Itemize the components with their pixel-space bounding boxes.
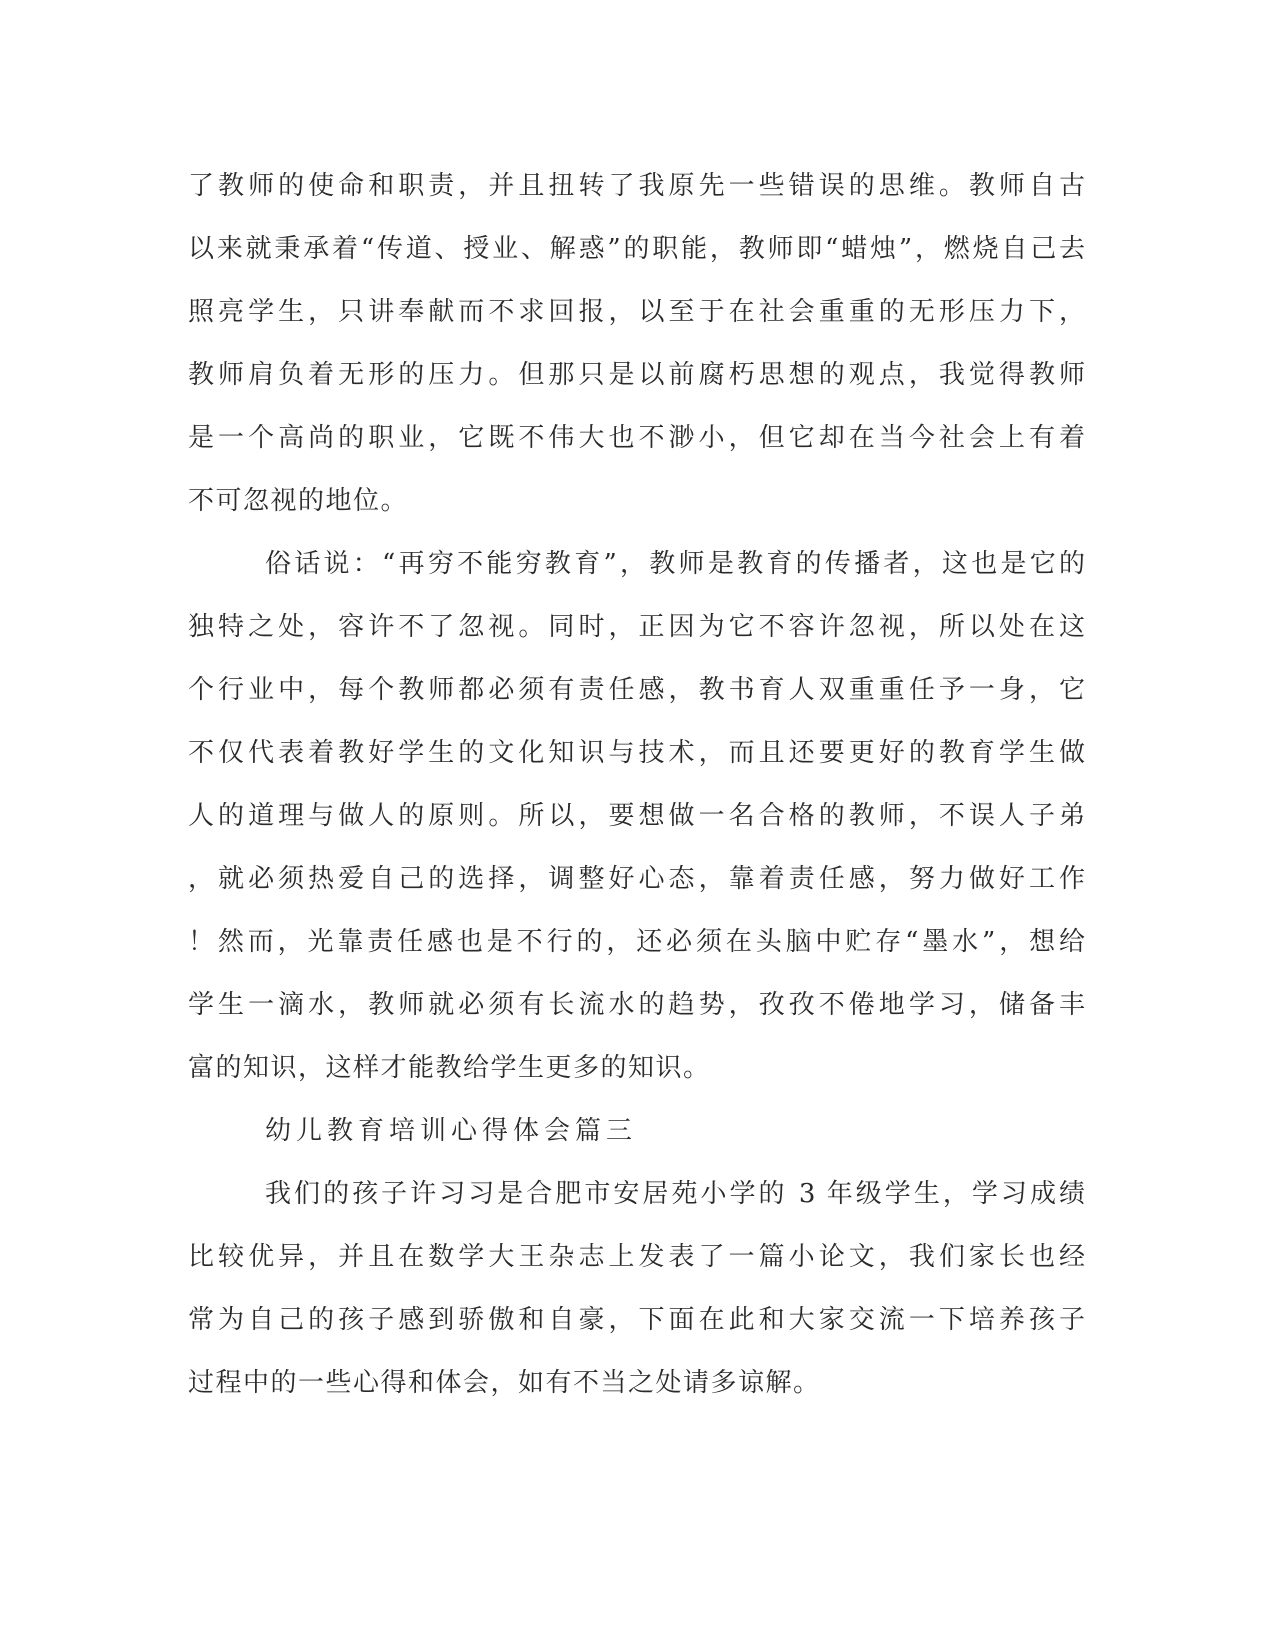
text-line: 比较优异，并且在数学大王杂志上发表了一篇小论文，我们家长也经 (188, 1242, 1085, 1272)
section-heading (188, 1100, 1085, 1163)
text-line: 富的知识，这样才能教给学生更多的知识。 (188, 1053, 711, 1083)
text-line: 常为自己的孩子感到骄傲和自豪，下面在此和大家交流一下培养孩子 (188, 1305, 1085, 1335)
document-text-content (188, 155, 1085, 1415)
text-line: 学生一滴水，教师就必须有长流水的趋势，孜孜不倦地学习，储备丰 (188, 990, 1085, 1020)
text-line: ！然而，光靠责任感也是不行的，还必须在头脑中贮存“墨水”，想给 (188, 927, 1085, 957)
text-line: ，就必须热爱自己的选择，调整好心态，靠着责任感，努力做好工作 (188, 864, 1085, 894)
text-line: 是一个高尚的职业，它既不伟大也不渺小，但它却在当今社会上有着 (188, 423, 1085, 453)
text-line: 独特之处，容许不了忽视。同时，正因为它不容许忽视，所以处在这 (188, 612, 1085, 642)
paragraph (188, 1163, 1085, 1415)
text-line: 了教师的使命和职责，并且扭转了我原先一些错误的思维。教师自古 (188, 171, 1085, 201)
paragraph (188, 155, 1085, 533)
text-line: 个行业中，每个教师都必须有责任感，教书育人双重重任予一身，它 (188, 675, 1085, 705)
text-line: 俗话说：“再穷不能穷教育”，教师是教育的传播者，这也是它的 (265, 549, 1085, 579)
text-line: 人的道理与做人的原则。所以，要想做一名合格的教师，不误人子弟 (188, 801, 1085, 831)
text-line: 我们的孩子许习习是合肥市安居苑小学的 3 年级学生，学习成绩 (265, 1179, 1085, 1209)
text-line: 不仅代表着教好学生的文化知识与技术，而且还要更好的教育学生做 (188, 738, 1085, 768)
text-line: 幼儿教育培训心得体会篇三 (265, 1116, 638, 1146)
text-line: 教师肩负着无形的压力。但那只是以前腐朽思想的观点，我觉得教师 (188, 360, 1085, 390)
text-line: 照亮学生，只讲奉献而不求回报，以至于在社会重重的无形压力下， (188, 297, 1085, 327)
text-line: 以来就秉承着“传道、授业、解惑”的职能，教师即“蜡烛”，燃烧自己去 (188, 234, 1085, 264)
paragraph (188, 533, 1085, 1100)
text-line: 不可忽视的地位。 (188, 486, 409, 516)
text-line: 过程中的一些心得和体会，如有不当之处请多谅解。 (188, 1368, 821, 1398)
